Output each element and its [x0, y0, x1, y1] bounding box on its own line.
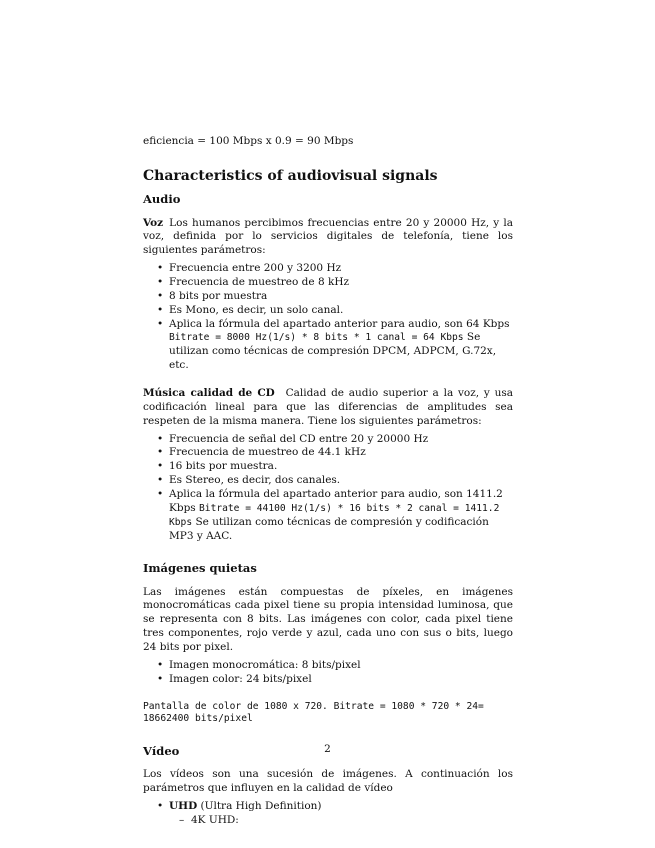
- cd-list: [143, 433, 513, 544]
- bullet-icon: •: [157, 799, 164, 812]
- uhd-sublist: [169, 814, 513, 828]
- bullet-icon: •: [157, 432, 164, 445]
- voz-text: Los humanos percibimos frecuencias entre 20 y 20000 Hz, y la voz, definida por lo servicios digitales de telefonía, tiene los siguientes parámetros:: [143, 216, 513, 257]
- list-item: • Imagen monocromática: 8 bits/pixel: [157, 658, 361, 671]
- images-heading: Imágenes quietas: [143, 561, 257, 576]
- bullet-icon: •: [157, 317, 164, 330]
- list-item: • Aplica la fórmula del apartado anterior para audio, son 64 Kbps Bitrate = 8000 Hz(1/s) * 8 bits * 1 canal = 64 Kbps Se utilizan como técnicas de compresión DPCM, ADPCM, G.72x, etc.: [157, 317, 510, 372]
- video-list: [143, 800, 513, 828]
- images-paragraph: Las imágenes están compuestas de píxeles, en imágenes monocromáticas cada pixel tiene su propia intensidad luminosa, que se representa con 8 bits. Las imágenes con color, cada pixel tiene tres componentes, rojo verde y azul, cada uno con sus o bits, luego 24 bits por pixel.: [143, 585, 513, 654]
- document-body: [143, 135, 513, 828]
- list-item: • Es Stereo, es decir, dos canales.: [157, 474, 341, 487]
- cd-text: Calidad de audio superior a la voz, y usa codificación lineal para que las diferencias de amplitudes sea respeten de la misma manera. Tiene los siguientes parámetros:: [143, 386, 514, 427]
- audio-heading: Audio: [143, 192, 181, 207]
- list-item: • Frecuencia de muestreo de 8 kHz: [157, 275, 350, 288]
- bullet-icon: •: [157, 303, 164, 316]
- dash-icon: –: [179, 813, 185, 826]
- bullet-icon: •: [157, 275, 164, 288]
- bullet-icon: •: [157, 658, 164, 671]
- cd-bitrate-formula: Bitrate = 44100 Hz(1/s) * 16 bits * 2 canal = 1411.2 Kbps: [169, 502, 500, 528]
- bullet-icon: •: [157, 289, 164, 302]
- list-item: • Frecuencia de señal del CD entre 20 y 20000 Hz: [157, 432, 429, 445]
- uhd-label: UHD: [169, 799, 198, 812]
- uhd-description: (Ultra High Definition): [197, 799, 322, 812]
- video-heading: Vídeo: [143, 743, 180, 758]
- voz-paragraph: [143, 217, 513, 259]
- list-item: • Es Mono, es decir, un solo canal.: [157, 303, 344, 316]
- page-number: 2: [324, 743, 331, 755]
- images-list: [143, 659, 513, 687]
- bullet-icon: •: [157, 474, 164, 487]
- image-bitrate-code: Pantalla de color de 1080 x 720. Bitrate = 1080 * 720 * 24= 18662400 bits/pixel: [143, 700, 484, 725]
- efficiency-line: eficiencia = 100 Mbps x 0.9 = 90 Mbps: [143, 135, 354, 147]
- list-item: [159, 800, 513, 828]
- section-title: Characteristics of audiovisual signals: [143, 167, 438, 184]
- voz-list: [143, 262, 513, 373]
- list-item: • Imagen color: 24 bits/pixel: [157, 672, 312, 685]
- list-item: • 16 bits por muestra.: [157, 460, 278, 473]
- list-item: • Frecuencia entre 200 y 3200 Hz: [157, 262, 342, 275]
- list-item: • 8 bits por muestra: [157, 289, 268, 302]
- cd-label: Música calidad de CD: [143, 386, 275, 399]
- list-item: • Frecuencia de muestreo de 44.1 kHz: [157, 446, 366, 459]
- bullet-icon: •: [157, 446, 164, 459]
- bullet-icon: •: [157, 672, 164, 685]
- cd-paragraph: [143, 387, 513, 429]
- bullet-icon: •: [157, 460, 164, 473]
- voz-bitrate-formula: Bitrate = 8000 Hz(1/s) * 8 bits * 1 canal = 64 Kbps: [169, 332, 464, 344]
- list-item: • Aplica la fórmula del apartado anterior para audio, son 1411.2 Kbps Bitrate = 44100 Hz(1/s) * 16 bits * 2 canal = 1411.2 Kbps Se utilizan como técnicas de compresión y codificación MP3 y AAC.: [157, 487, 503, 542]
- bullet-icon: •: [157, 262, 164, 275]
- bullet-icon: •: [157, 487, 164, 500]
- video-paragraph: Los vídeos son una sucesión de imágenes. A continuación los parámetros que influyen en la calidad de vídeo: [143, 768, 513, 794]
- list-item: – 4K UHD:: [179, 813, 239, 826]
- voz-label: Voz: [143, 216, 164, 229]
